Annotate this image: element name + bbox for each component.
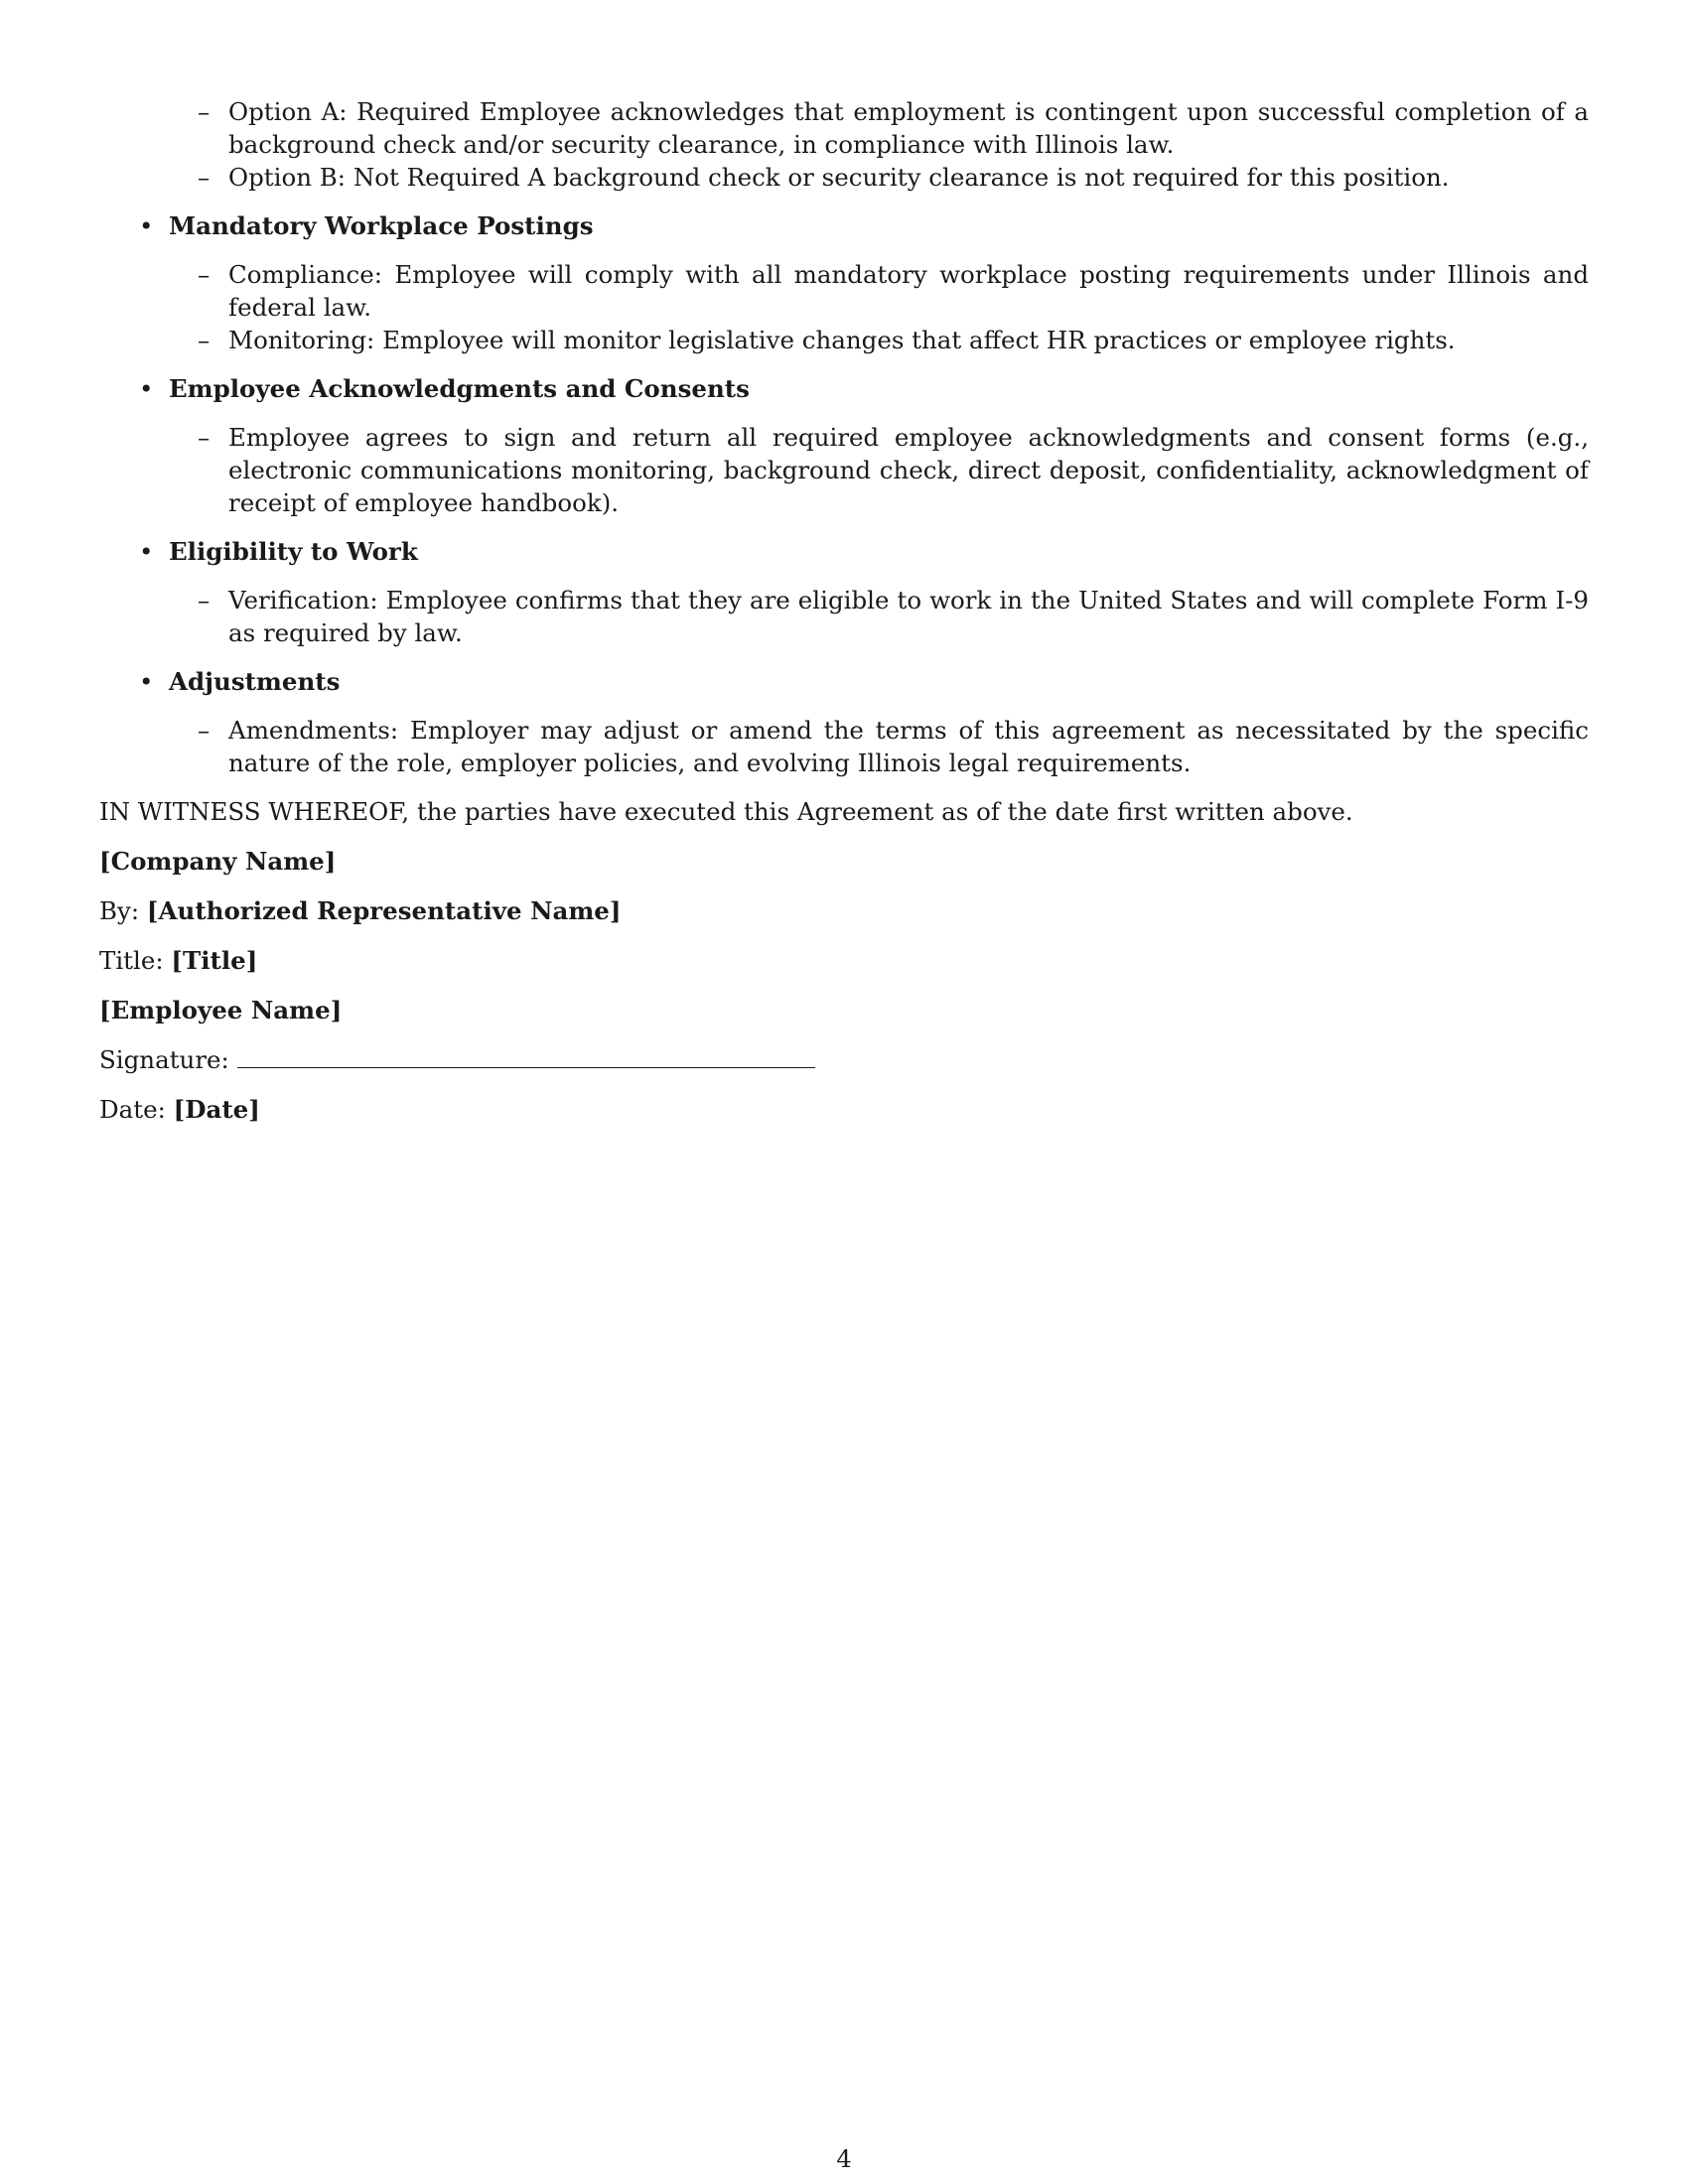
option-b-item bbox=[198, 161, 1589, 194]
list-item bbox=[198, 324, 1589, 356]
title-value: [Title] bbox=[171, 946, 258, 975]
date-value: [Date] bbox=[173, 1095, 260, 1124]
date-line bbox=[99, 1093, 1589, 1126]
dash-marker: – bbox=[198, 326, 211, 354]
section-heading-text: Adjustments bbox=[169, 667, 341, 696]
bullet-marker: • bbox=[139, 667, 154, 696]
section-heading-eligibility bbox=[99, 535, 1589, 568]
eligibility-list bbox=[99, 584, 1589, 649]
list-item-text: Compliance: Employee will comply with all mandatory workplace posting requirements under Illinois and federal law. bbox=[228, 260, 1589, 322]
dash-marker: – bbox=[198, 716, 211, 745]
option-a-text: Option A: Required Employee acknowledges that employment is contingent upon successful completion of a background check and/or security clearance, in compliance with Illinois law. bbox=[228, 97, 1589, 159]
list-item bbox=[198, 421, 1589, 519]
section-heading-text: Employee Acknowledgments and Consents bbox=[169, 374, 750, 403]
representative-name: [Authorized Representative Name] bbox=[146, 896, 622, 925]
title-line bbox=[99, 944, 1589, 977]
company-name: [Company Name] bbox=[99, 847, 337, 876]
witness-clause: IN WITNESS WHEREOF, the parties have executed this Agreement as of the date first written above. bbox=[99, 797, 1353, 826]
dash-marker: – bbox=[198, 586, 211, 614]
background-check-options bbox=[99, 95, 1589, 194]
dash-marker: – bbox=[198, 163, 211, 192]
section-heading-acknowledgments bbox=[99, 372, 1589, 405]
signature-label: Signature: bbox=[99, 1045, 229, 1074]
dash-marker: – bbox=[198, 97, 211, 126]
dash-marker: – bbox=[198, 260, 211, 289]
postings-list bbox=[99, 258, 1589, 356]
by-line bbox=[99, 894, 1589, 927]
list-item bbox=[198, 258, 1589, 324]
list-item bbox=[198, 714, 1589, 779]
list-item bbox=[198, 584, 1589, 649]
list-item-text: Employee agrees to sign and return all required employee acknowledgments and consent forms (e.g., electronic communications monitoring, background check, direct deposit, confidentiality, acknowledgment of receipt of employee handbook). bbox=[228, 423, 1589, 517]
document-page bbox=[99, 95, 1589, 1143]
section-heading-text: Mandatory Workplace Postings bbox=[169, 211, 594, 240]
section-heading-postings bbox=[99, 209, 1589, 242]
by-label: By: bbox=[99, 896, 140, 925]
list-item-text: Verification: Employee confirms that they are eligible to work in the United States and will complete Form I-9 as required by law. bbox=[228, 586, 1589, 647]
bullet-marker: • bbox=[139, 374, 154, 403]
signature-line bbox=[99, 1043, 1589, 1076]
option-a-item bbox=[198, 95, 1589, 161]
section-heading-text: Eligibility to Work bbox=[169, 537, 418, 566]
acknowledgments-list bbox=[99, 421, 1589, 519]
title-label: Title: bbox=[99, 946, 164, 975]
dash-marker: – bbox=[198, 423, 211, 452]
employee-name: [Employee Name] bbox=[99, 996, 343, 1024]
adjustments-list bbox=[99, 714, 1589, 779]
list-item-text: Amendments: Employer may adjust or amend the terms of this agreement as necessitated by the specific nature of the role, employer policies, and evolving Illinois legal requirements. bbox=[228, 716, 1589, 777]
list-item-text: Monitoring: Employee will monitor legislative changes that affect HR practices or employee rights. bbox=[228, 326, 1456, 354]
signature-field[interactable] bbox=[237, 1043, 815, 1068]
bullet-marker: • bbox=[139, 537, 154, 566]
page-number: 4 bbox=[836, 2144, 852, 2173]
date-label: Date: bbox=[99, 1095, 166, 1124]
section-heading-adjustments bbox=[99, 665, 1589, 698]
option-b-text: Option B: Not Required A background check or security clearance is not required for this position. bbox=[228, 163, 1450, 192]
bullet-marker: • bbox=[139, 211, 154, 240]
